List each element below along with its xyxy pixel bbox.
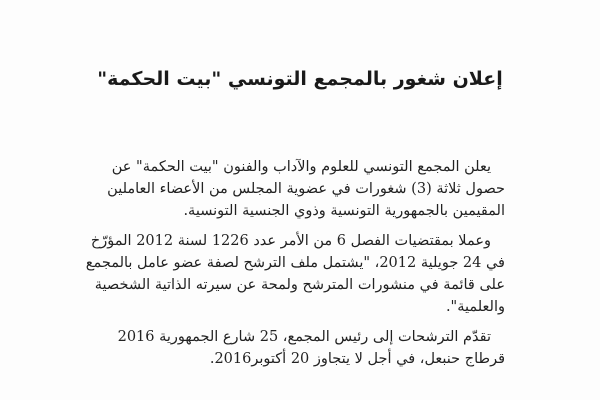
paragraph-vacancies bbox=[97, 156, 505, 222]
text-line: قرطاج حنبعل، في أجل لا يتجاوز 20 أكتوبر2016. bbox=[209, 351, 505, 367]
paragraph-submission bbox=[97, 326, 505, 370]
text-line: في 24 جويلية 2012، "يشتمل ملف الترشح لصفة عضو عامل بالمجمع bbox=[85, 255, 505, 271]
text-line: المقيمين بالجمهورية التونسية وذوي الجنسية التونسية. bbox=[183, 203, 505, 219]
text-line: على قائمة في منشورات المترشح ولمحة عن سيرته الذاتية الشخصية bbox=[94, 277, 505, 293]
text-line: تقدّم الترشحات إلى رئيس المجمع، 25 شارع الجمهورية 2016 bbox=[117, 329, 491, 345]
paragraph-requirements bbox=[85, 230, 505, 318]
text-line: والعلمية". bbox=[445, 299, 505, 315]
text-line: يعلن المجمع التونسي للعلوم والآداب والفنون "بيت الحكمة" عن bbox=[111, 159, 491, 175]
text-line: حصول ثلاثة (3) شغورات في عضوية المجلس من الأعضاء العاملين bbox=[107, 181, 505, 197]
text-line: وعملا بمقتضيات الفصل 6 من الأمر عدد 1226 لسنة 2012 المؤرّخ bbox=[90, 233, 491, 249]
announcement-title: إعلان شغور بالمجمع التونسي "بيت الحكمة" bbox=[97, 68, 503, 90]
announcement-body bbox=[85, 156, 505, 378]
